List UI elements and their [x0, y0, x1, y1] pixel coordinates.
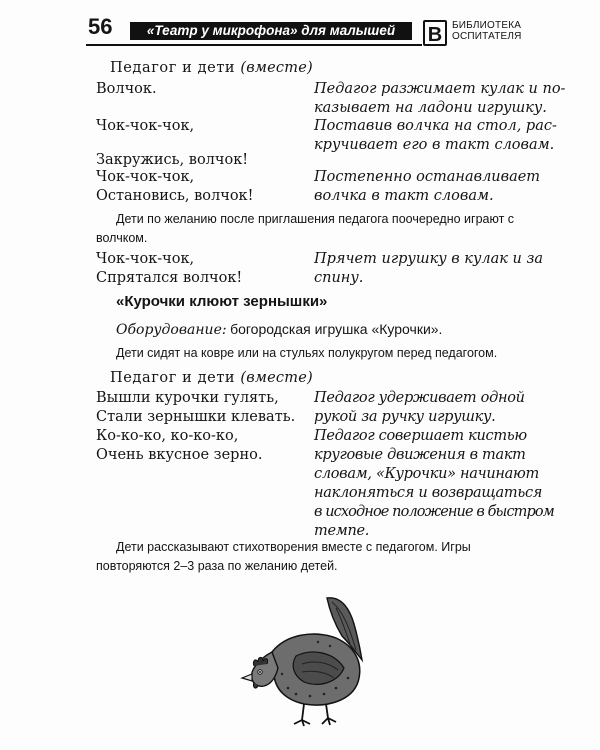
running-title: «Театр у микрофона» для малышей	[130, 22, 412, 40]
series-name: БИБЛИОТЕКА ОСПИТАТЕЛЯ	[452, 20, 522, 42]
paragraph: Дети рассказывают стихотворения вместе с педагогом. Игры повторяются 2–3 раза по желанию детей.	[96, 540, 471, 573]
series-logo	[423, 18, 523, 48]
book-page: 56 «Театр у микрофона» для малышей В БИБЛИОТЕКА ОСПИТАТЕЛЯ Педагог и дети (вместе) Волчок. Педагог разжимает кулак и по- казывает на ладони игрушку. Чок-чок-чок, Поставив волчка на стол, рас- кручивает его в такт словам. Закружись, волчок! Чок-чок-чок, Остановись, волчок! Постепенно останавливает волчка в такт словам. Дети по желанию после приглашения педагога поочередно играют с волчком. Чок-чок-чок, Спрятался волчок! Прячет игрушку в кулак и за спину. «Курочки клюют зернышки» Оборудование: богородская игрушка «Курочки». Дети сидят на ковре или на стульях полукругом перед педагогом. Педагог и дети (вместе) Вышли курочки гулять, Стали зернышки клевать. Ко-ко-ко, ко-ко-ко, Очень вкусное зерно. Педагог удерживает одной рукой за ручку игрушку. Педагог совершает кистью круговые движения в такт словам, «Курочки» начинают наклоняться и возвращаться в исходное положение в быстром темпе. Дети рассказывают стихотворения вместе с педагогом. Игры повторяются 2–3 раза по желанию детей.	[0, 0, 600, 750]
header-rule	[86, 44, 422, 46]
hen-illustration	[232, 590, 382, 730]
speaker-label: Педагог и дети (вместе)	[110, 370, 313, 386]
equipment-line: Оборудование: богородская игрушка «Курочки».	[116, 321, 443, 338]
page-number: 56	[88, 14, 113, 39]
paragraph: Дети по желанию после приглашения педагога поочередно играют с волчком.	[96, 212, 515, 245]
series-letter-icon: В	[423, 20, 447, 46]
game-title: «Курочки клюют зернышки»	[116, 293, 328, 310]
speaker-label: Педагог и дети (вместе)	[110, 60, 313, 76]
paragraph: Дети сидят на ковре или на стульях полукругом перед педагогом.	[116, 346, 498, 360]
